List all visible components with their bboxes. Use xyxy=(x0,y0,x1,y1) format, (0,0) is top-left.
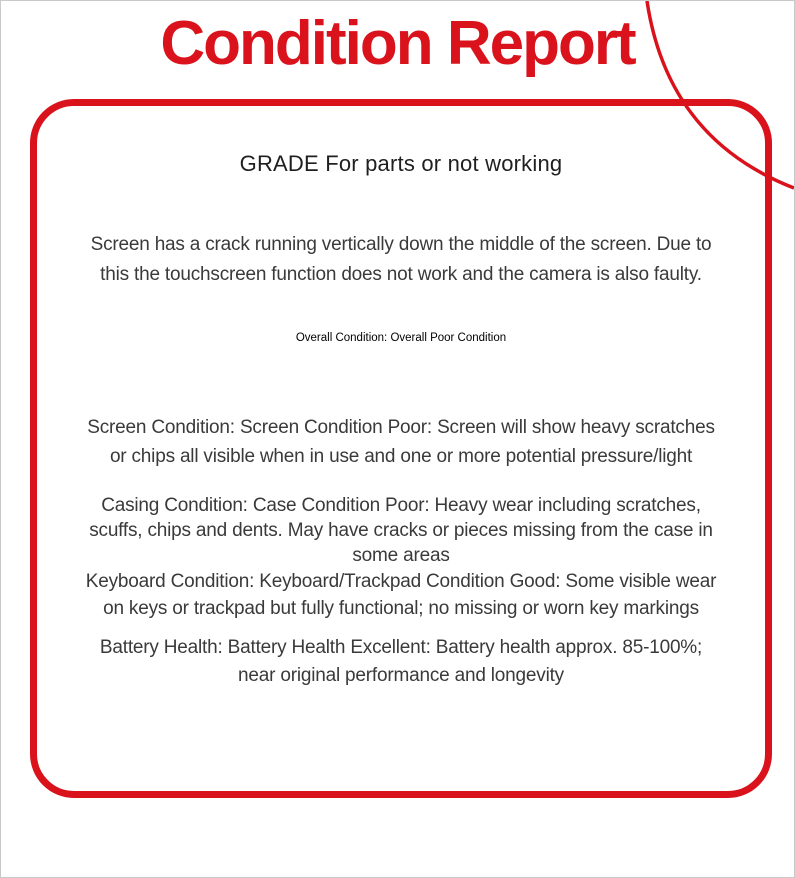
casing-condition-line: Casing Condition: Case Condition Poor: Heavy wear including scratches, xyxy=(101,495,701,516)
report-card xyxy=(30,99,772,798)
grade-heading: GRADE For parts or not working xyxy=(239,151,563,176)
overall-condition-text: Overall Condition: Overall Poor Condition xyxy=(295,332,507,344)
casing-condition-section xyxy=(65,493,737,568)
keyboard-condition-line: Keyboard Condition: Keyboard/Trackpad Condition Good: Some visible wear xyxy=(85,571,717,592)
battery-health-line: Battery Health: Battery Health Excellent: Battery health approx. 85-100%; xyxy=(99,637,703,658)
casing-condition-line: some areas xyxy=(352,545,450,566)
battery-health-line: near original performance and longevity xyxy=(238,665,564,686)
screen-condition-line: or chips all visible when in use and one or more potential pressure/light xyxy=(109,446,693,467)
summary-line: Screen has a crack running vertically down the middle of the screen. Due to xyxy=(90,234,712,255)
summary-paragraph xyxy=(65,230,737,290)
screen-condition-line: Screen Condition: Screen Condition Poor: Screen will show heavy scratches xyxy=(87,417,715,438)
page-title: Condition Report xyxy=(160,9,635,78)
keyboard-condition-section xyxy=(65,568,737,622)
screen-condition-section xyxy=(65,413,737,471)
battery-health-section xyxy=(65,634,737,690)
casing-condition-line: scuffs, chips and dents. May have cracks or pieces missing from the case in xyxy=(89,520,713,541)
summary-line: this the touchscreen function does not work and the camera is also faulty. xyxy=(100,264,702,285)
keyboard-condition-line: on keys or trackpad but fully functional; no missing or worn key markings xyxy=(103,598,699,619)
